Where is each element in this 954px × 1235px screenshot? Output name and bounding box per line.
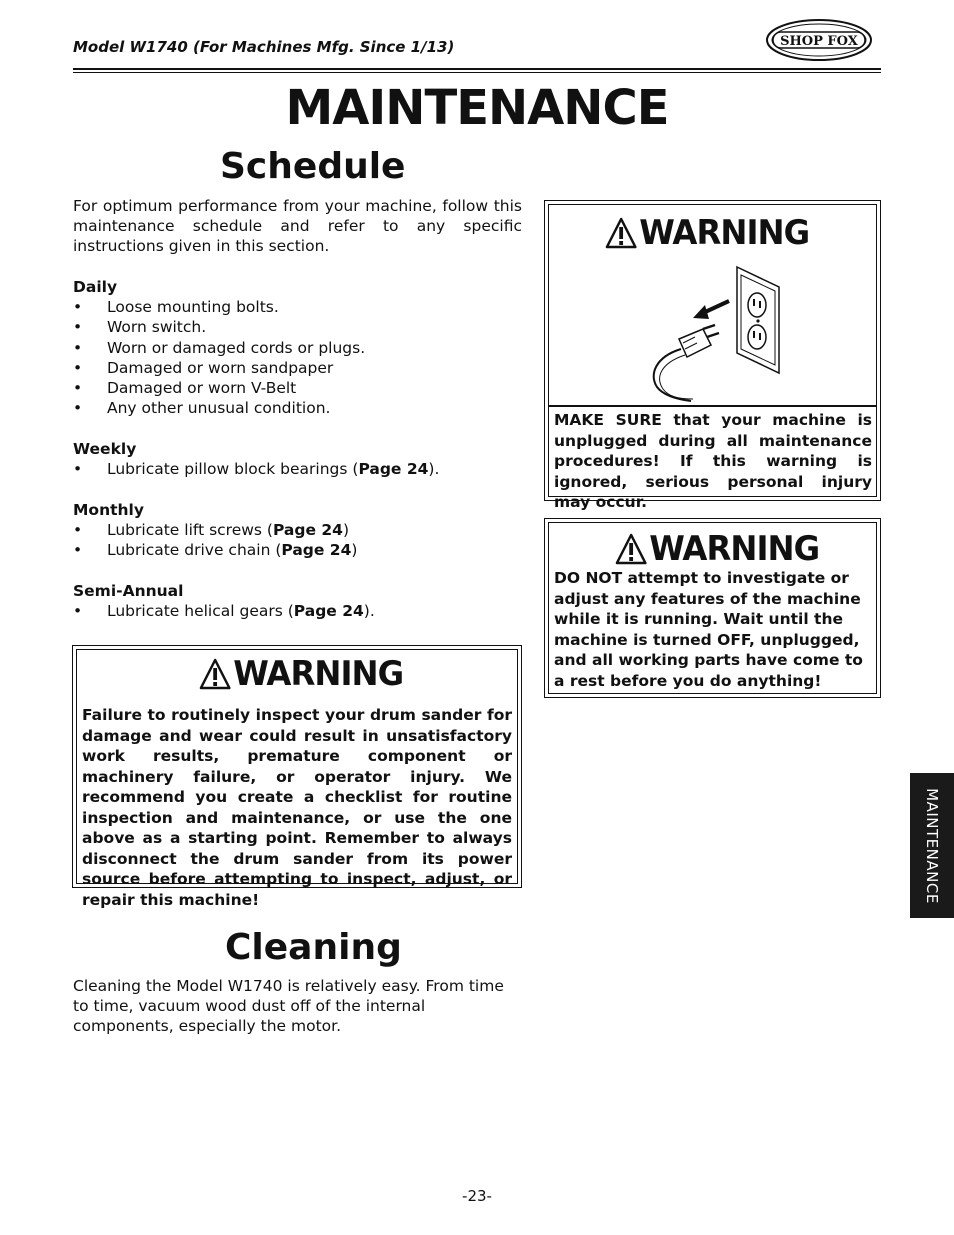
schedule-heading: Schedule [220,146,406,187]
page-title: MAINTENANCE [285,80,669,136]
schedule-intro: For optimum performance from your machine, follow this maintenance schedule and refer to any specific instructions given in this section. [73,197,522,255]
warning-text-running: DO NOT attempt to investigate or adjust any features of the machine while it is running. Wait until the machine is turned OFF, unplugged, and all working parts have come to a rest before you do anything! [554,569,863,690]
warning-triangle-icon [605,217,637,249]
page-reference: Page 24 [281,541,352,560]
warning-triangle-icon [615,533,647,565]
monthly-heading: Monthly [73,501,144,519]
cleaning-heading: Cleaning [225,927,402,968]
daily-heading: Daily [73,278,118,296]
header-model-line: Model W1740 (For Machines Mfg. Since 1/13) [73,38,455,56]
list-item: • Lubricate pillow block bearings (Page 24). [73,459,522,479]
header-rule [73,68,881,70]
page-reference: Page 24 [293,602,364,620]
semi-annual-list [73,601,522,621]
page-reference: Page 24 [272,521,343,539]
warning-title: WARNING [199,654,403,694]
warning-title: WARNING [615,529,819,569]
list-item: • Damaged or worn sandpaper [73,358,522,378]
side-tab-label: MAINTENANCE [923,787,941,904]
weekly-heading: Weekly [73,440,137,458]
cleaning-text: Cleaning the Model W1740 is relatively easy. From time to time, vacuum wood dust off of the internal components, especially the motor. [73,977,504,1035]
semi-annual-heading: Semi-Annual [73,582,184,600]
warning-box-unplug [544,200,881,511]
list-item: • Worn switch. [73,317,522,337]
warning-text-inspect: Failure to routinely inspect your drum sander for damage and wear could result in unsatisfactory work results, premature component or machinery failure, or operator injury. We recommend you create a checklist for routine inspection and maintenance, or use the one above as a starting point. Remember to always disconnect the drum sander from its power source before attempting to inspect, adjust, or repair this machine! [82,706,512,909]
warning-divider [548,405,877,407]
warning-text-unplug: MAKE SURE that your machine is unplugged during all maintenance procedures! If this warning is ignored, serious personal injury may occur. [554,411,872,511]
page-reference: Page 24 [358,460,429,478]
daily-list [73,297,522,419]
shop-fox-logo [765,18,873,62]
weekly-list [73,459,522,479]
list-item: • Lubricate drive chain (Page 24) [73,540,522,560]
warning-box-inspect [72,645,522,909]
page-number: -23- [462,1187,492,1205]
unplug-illustration-icon [645,265,785,405]
warning-title: WARNING [605,213,809,253]
list-item: • Lubricate helical gears (Page 24). [73,601,522,621]
monthly-list [73,520,522,561]
section-side-tab [910,773,954,918]
list-item: • Lubricate lift screws (Page 24) [73,520,522,540]
logo-wordmark: SHOP FOX [780,34,858,49]
header-rule-thin [73,72,881,73]
list-item: • Any other unusual condition. [73,398,522,418]
list-item: • Damaged or worn V-Belt [73,378,522,398]
list-item: • Worn or damaged cords or plugs. [73,338,522,358]
warning-triangle-icon [199,658,231,690]
list-item: • Loose mounting bolts. [73,297,522,317]
warning-box-running [544,518,881,698]
